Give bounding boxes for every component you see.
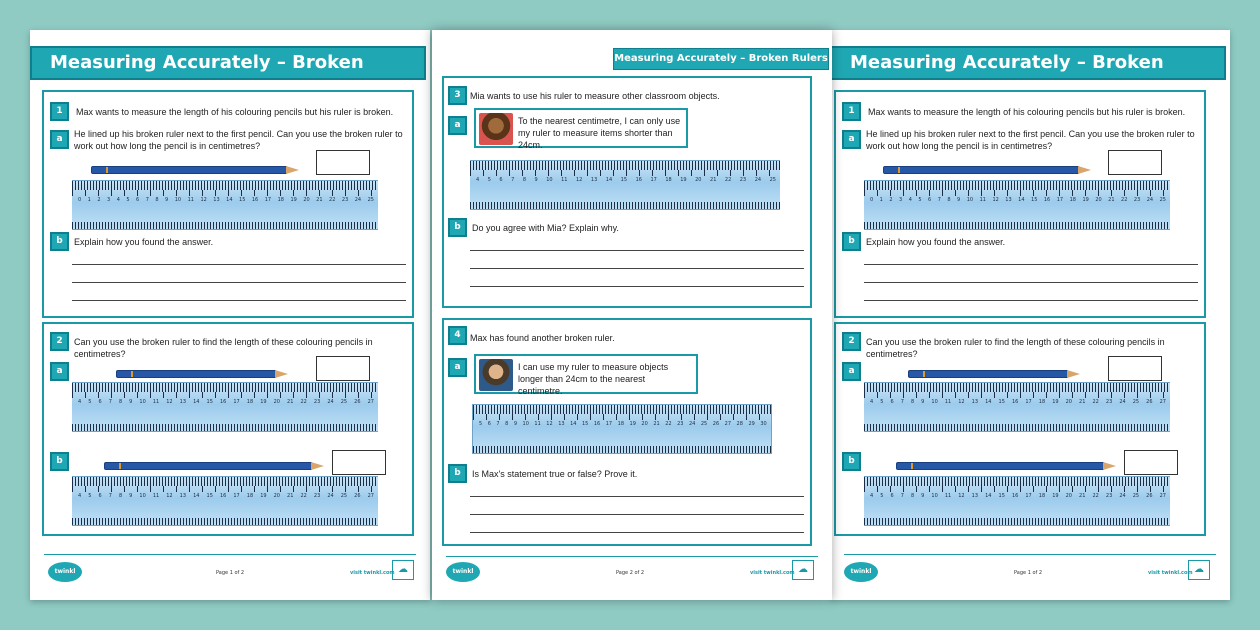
page-title: Measuring Accurately – Broken	[830, 46, 1226, 80]
answer-line[interactable]	[864, 300, 1198, 301]
answer-box[interactable]	[1108, 356, 1162, 381]
question-number: 3	[448, 86, 467, 105]
part-label: b	[448, 218, 467, 237]
part-text: Explain how you found the answer.	[866, 237, 1006, 247]
page-number: Page 2 of 2	[616, 570, 645, 576]
answer-line[interactable]	[470, 532, 804, 533]
question-1-panel	[42, 90, 414, 318]
twinkl-logo: twinkl	[48, 562, 82, 582]
broken-ruler-image: 4 5 6 7 8 9 10 11 12 13 14 15 16 17 18 19 20 21 22 23 24 25 26 27	[72, 382, 378, 432]
pencil-image	[116, 370, 276, 378]
part-text: Do you agree with Mia? Explain why.	[472, 223, 619, 233]
answer-line[interactable]	[72, 264, 406, 265]
answer-box[interactable]	[316, 150, 370, 175]
page-header: Measuring Accurately – Broken Rulers	[613, 48, 829, 70]
planit-icon: ☁	[792, 560, 814, 580]
answer-line[interactable]	[470, 286, 804, 287]
question-1-panel	[834, 90, 1206, 318]
question-4-panel	[442, 318, 812, 546]
part-label: b	[842, 232, 861, 251]
question-number: 2	[50, 332, 69, 351]
page-number: Page 1 of 2	[216, 570, 245, 576]
part-label: b	[50, 232, 69, 251]
question-number: 1	[842, 102, 861, 121]
footer-divider	[44, 554, 416, 555]
pencil-image	[104, 462, 312, 470]
question-3-panel	[442, 76, 812, 308]
broken-ruler-image: 4 5 6 7 8 9 10 11 12 13 14 15 16 17 18 19 20 21 22 23 24 25 26 27	[864, 476, 1170, 526]
question-number: 2	[842, 332, 861, 351]
footer-url[interactable]: visit twinkl.com	[1148, 570, 1193, 576]
question-text: Can you use the broken ruler to find the length of these colouring pencils in centimetres?	[74, 337, 373, 359]
part-text: Is Max's statement true or false? Prove it.	[472, 469, 638, 479]
question-text: Max wants to measure the length of his colouring pencils but his ruler is broken.	[868, 107, 1186, 117]
question-text: Mia wants to use his ruler to measure other classroom objects.	[470, 91, 720, 101]
answer-box[interactable]	[316, 356, 370, 381]
answer-line[interactable]	[470, 496, 804, 497]
part-text: Explain how you found the answer.	[74, 237, 214, 247]
max-avatar	[479, 359, 513, 391]
mia-speech-bubble	[474, 108, 688, 148]
question-text: Can you use the broken ruler to find the length of these colouring pencils in centimetres?	[866, 337, 1165, 359]
mia-avatar	[479, 113, 513, 145]
twinkl-logo: twinkl	[844, 562, 878, 582]
part-label: a	[50, 362, 69, 381]
pencil-image	[896, 462, 1104, 470]
broken-ruler-image: 4 5 6 7 8 9 10 11 12 13 14 15 16 17 18 19 20 21 22 23 24 25 26 27	[72, 476, 378, 526]
answer-line[interactable]	[470, 250, 804, 251]
broken-ruler-image: 0 1 2 3 4 5 6 7 8 9 10 11 12 13 14 15 16 17 18 19 20 21 22 23 24 25	[864, 180, 1170, 230]
part-label: a	[842, 362, 861, 381]
answer-line[interactable]	[864, 264, 1198, 265]
part-label: a	[448, 358, 467, 377]
question-2-panel	[42, 322, 414, 536]
part-label: b	[448, 464, 467, 483]
broken-ruler-image: 5 6 7 8 9 10 11 12 13 14 15 16 17 18 19 20 21 22 23 24 25 26 27 28 29 30	[472, 404, 772, 454]
part-label: a	[842, 130, 861, 149]
part-label: b	[842, 452, 861, 471]
broken-ruler-image: 0 1 2 3 4 5 6 7 8 9 10 11 12 13 14 15 16 17 18 19 20 21 22 23 24 25	[72, 180, 378, 230]
footer-divider	[446, 556, 818, 557]
answer-line[interactable]	[72, 300, 406, 301]
worksheet-page-1-copy	[830, 30, 1230, 600]
speech-text: I can use my ruler to measure objects longer than 24cm to the nearest centimetre.	[518, 362, 669, 396]
pencil-image	[91, 166, 287, 174]
answer-line[interactable]	[470, 514, 804, 515]
question-text: Max wants to measure the length of his colouring pencils but his ruler is broken.	[76, 107, 394, 117]
planit-icon: ☁	[1188, 560, 1210, 580]
broken-ruler-image: 4 5 6 7 8 9 10 11 12 13 14 15 16 17 18 19 20 21 22 23 24 25 26 27	[864, 382, 1170, 432]
answer-line[interactable]	[864, 282, 1198, 283]
worksheet-page-1	[30, 30, 430, 600]
max-speech-bubble	[474, 354, 698, 394]
footer-url[interactable]: visit twinkl.com	[350, 570, 395, 576]
answer-line[interactable]	[470, 268, 804, 269]
speech-text: To the nearest centimetre, I can only use my ruler to measure items shorter than 24cm.	[518, 116, 681, 150]
question-number: 4	[448, 326, 467, 345]
footer-divider	[844, 554, 1216, 555]
worksheet-page-2	[432, 30, 832, 600]
twinkl-logo: twinkl	[446, 562, 480, 582]
part-label: a	[50, 130, 69, 149]
question-2-panel	[834, 322, 1206, 536]
answer-line[interactable]	[72, 282, 406, 283]
question-number: 1	[50, 102, 69, 121]
part-label: b	[50, 452, 69, 471]
pencil-image	[908, 370, 1068, 378]
answer-box[interactable]	[332, 450, 386, 475]
page-number: Page 1 of 2	[1014, 570, 1043, 576]
part-label: a	[448, 116, 467, 135]
page-title: Measuring Accurately – Broken	[30, 46, 426, 80]
question-text: Max has found another broken ruler.	[470, 333, 615, 343]
answer-box[interactable]	[1108, 150, 1162, 175]
pencil-image	[883, 166, 1079, 174]
answer-box[interactable]	[1124, 450, 1178, 475]
part-text: He lined up his broken ruler next to the first pencil. Can you use the broken ruler to work out how long the pencil is in centimetres?	[866, 129, 1195, 151]
footer-url[interactable]: visit twinkl.com	[750, 570, 795, 576]
planit-icon: ☁	[392, 560, 414, 580]
broken-ruler-image: 4 5 6 7 8 9 10 11 12 13 14 15 16 17 18 19 20 21 22 23 24 25	[470, 160, 780, 210]
part-text: He lined up his broken ruler next to the first pencil. Can you use the broken ruler to work out how long the pencil is in centimetres?	[74, 129, 403, 151]
